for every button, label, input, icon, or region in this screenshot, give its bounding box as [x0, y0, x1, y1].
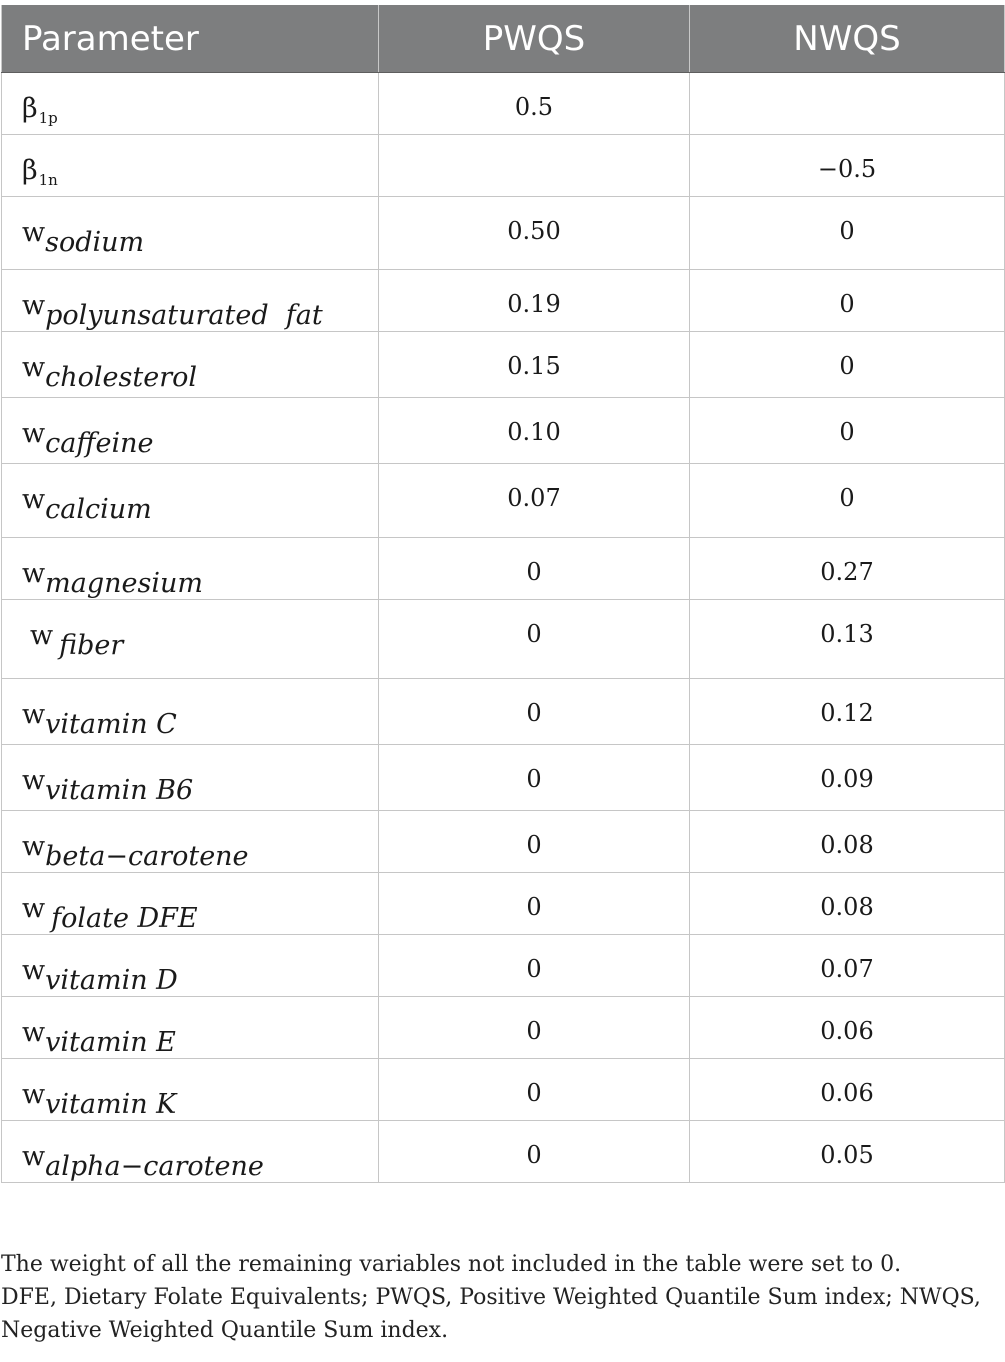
- pwqs-value: 0: [379, 873, 690, 935]
- param-symbol: w: [22, 831, 46, 862]
- param-symbol: w: [22, 1141, 46, 1172]
- param-cell: [2, 398, 379, 464]
- table-row: [2, 270, 1005, 332]
- nwqs-value: −0.5: [690, 135, 1005, 197]
- param-symbol: β: [22, 155, 38, 186]
- nwqs-value: 0: [690, 398, 1005, 464]
- pwqs-value: 0: [379, 745, 690, 811]
- param-cell: [2, 935, 379, 997]
- nwqs-value: 0.06: [690, 1059, 1005, 1121]
- pwqs-value: 0: [379, 679, 690, 745]
- table-footnotes: [1, 1248, 1001, 1347]
- table-row: [2, 73, 1005, 135]
- nwqs-value: 0.06: [690, 997, 1005, 1059]
- param-cell: [2, 600, 379, 679]
- param-symbol: β: [22, 93, 38, 124]
- param-subscript: 1n: [38, 171, 58, 189]
- param-subscript: folate DFE: [51, 903, 198, 934]
- param-subscript: polyunsaturated fat: [45, 300, 323, 331]
- param-subscript: vitamin D: [45, 965, 178, 996]
- param-cell: [2, 873, 379, 935]
- param-cell: [2, 745, 379, 811]
- nwqs-value: 0.08: [690, 811, 1005, 873]
- param-cell: [2, 997, 379, 1059]
- param-subscript: magnesium: [45, 568, 203, 599]
- nwqs-value: 0: [690, 197, 1005, 270]
- pwqs-value: 0.19: [379, 270, 690, 332]
- param-symbol: w: [22, 1079, 46, 1110]
- table-row: [2, 935, 1005, 997]
- param-subscript: calcium: [45, 494, 152, 525]
- param-symbol: w: [22, 955, 46, 986]
- nwqs-value: 0: [690, 332, 1005, 398]
- param-subscript: caffeine: [45, 428, 154, 459]
- param-cell: [2, 679, 379, 745]
- table-row: [2, 745, 1005, 811]
- param-cell: [2, 135, 379, 197]
- param-cell: [2, 332, 379, 398]
- nwqs-value: 0.09: [690, 745, 1005, 811]
- table-row: [2, 332, 1005, 398]
- param-symbol: w: [22, 352, 46, 383]
- table-row: [2, 1059, 1005, 1121]
- table-row: [2, 135, 1005, 197]
- pwqs-value: 0: [379, 1059, 690, 1121]
- param-cell: [2, 270, 379, 332]
- param-symbol: w: [22, 765, 46, 796]
- footnote-abbreviations: DFE, Dietary Folate Equivalents; PWQS, Positive Weighted Quantile Sum index; NWQS, Negative Weighted Quantile Sum index.: [1, 1285, 981, 1343]
- header-pwqs: PWQS: [379, 5, 690, 73]
- param-symbol: w: [22, 893, 46, 924]
- param-symbol: w: [22, 217, 46, 248]
- nwqs-value: 0.27: [690, 538, 1005, 600]
- parameter-weights-table: [1, 5, 1005, 1183]
- param-subscript: cholesterol: [45, 362, 197, 393]
- param-symbol: w: [30, 620, 54, 651]
- param-subscript: fiber: [59, 630, 124, 661]
- pwqs-value: 0: [379, 538, 690, 600]
- param-subscript: 1p: [38, 109, 58, 127]
- param-symbol: w: [22, 418, 46, 449]
- pwqs-value: 0: [379, 935, 690, 997]
- nwqs-value: [690, 73, 1005, 135]
- param-cell: [2, 73, 379, 135]
- table-row: [2, 600, 1005, 679]
- pwqs-value: 0: [379, 811, 690, 873]
- param-subscript: alpha−carotene: [45, 1151, 264, 1182]
- nwqs-value: 0.05: [690, 1121, 1005, 1183]
- table-row: [2, 679, 1005, 745]
- param-cell: [2, 538, 379, 600]
- pwqs-value: 0.10: [379, 398, 690, 464]
- param-subscript: vitamin C: [45, 709, 177, 740]
- pwqs-value: [379, 135, 690, 197]
- param-symbol: w: [22, 484, 46, 515]
- pwqs-value: 0.07: [379, 464, 690, 538]
- header-parameter: Parameter: [2, 5, 379, 73]
- pwqs-value: 0.50: [379, 197, 690, 270]
- nwqs-value: 0.08: [690, 873, 1005, 935]
- nwqs-value: 0.12: [690, 679, 1005, 745]
- nwqs-value: 0: [690, 464, 1005, 538]
- param-cell: [2, 197, 379, 270]
- param-symbol: w: [22, 699, 46, 730]
- pwqs-value: 0: [379, 997, 690, 1059]
- param-symbol: w: [22, 558, 46, 589]
- param-subscript: beta−carotene: [45, 841, 249, 872]
- param-subscript: sodium: [45, 227, 145, 258]
- table-row: [2, 811, 1005, 873]
- header-nwqs: NWQS: [690, 5, 1005, 73]
- param-cell: [2, 811, 379, 873]
- table-row: [2, 197, 1005, 270]
- footnote-remaining-weights: The weight of all the remaining variables not included in the table were set to 0.: [1, 1252, 902, 1277]
- table-row: [2, 464, 1005, 538]
- table-row: [2, 997, 1005, 1059]
- nwqs-value: 0.07: [690, 935, 1005, 997]
- pwqs-value: 0: [379, 1121, 690, 1183]
- param-symbol: w: [22, 1017, 46, 1048]
- table-header-row: [2, 5, 1005, 73]
- pwqs-value: 0: [379, 600, 690, 679]
- table-row: [2, 538, 1005, 600]
- nwqs-value: 0.13: [690, 600, 1005, 679]
- param-cell: [2, 1059, 379, 1121]
- param-cell: [2, 1121, 379, 1183]
- param-subscript: vitamin E: [45, 1027, 176, 1058]
- nwqs-value: 0: [690, 270, 1005, 332]
- table-row: [2, 873, 1005, 935]
- table-row: [2, 398, 1005, 464]
- param-symbol: w: [22, 290, 46, 321]
- table-row: [2, 1121, 1005, 1183]
- param-subscript: vitamin K: [45, 1089, 177, 1120]
- param-cell: [2, 464, 379, 538]
- pwqs-value: 0.15: [379, 332, 690, 398]
- param-subscript: vitamin B6: [45, 775, 194, 806]
- pwqs-value: 0.5: [379, 73, 690, 135]
